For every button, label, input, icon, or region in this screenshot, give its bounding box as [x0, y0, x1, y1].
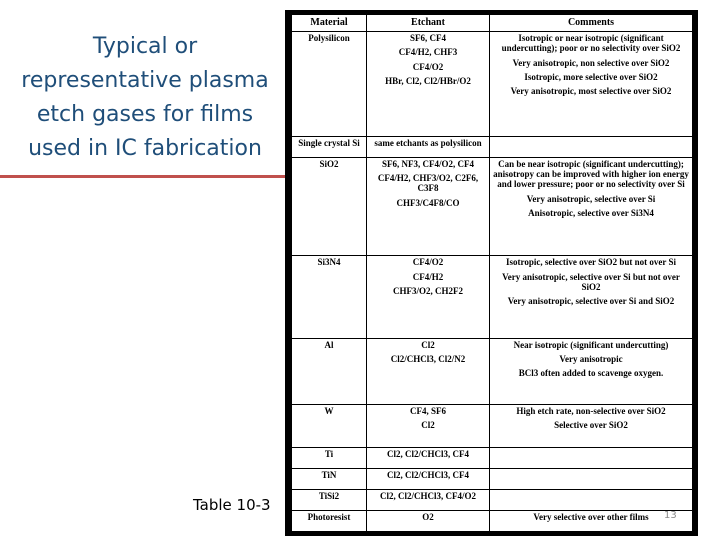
header-etchant: Etchant [367, 15, 490, 32]
etchant-cell [367, 490, 490, 511]
table-row [292, 490, 693, 511]
table-header-row [292, 15, 693, 32]
material-cell: W [292, 404, 367, 447]
table-row [292, 404, 693, 447]
etch-gas-table [291, 14, 693, 532]
material-cell: TiSi2 [292, 490, 367, 511]
comments-cell [490, 490, 693, 511]
etchant-cell [367, 404, 490, 447]
material-cell: SiO2 [292, 157, 367, 256]
table-row [292, 157, 693, 256]
comments-cell [490, 157, 693, 256]
etchant-text: SF6, NF3, CF4/O2, CF4 [382, 158, 474, 169]
etchant-text: Cl2/CHCl3, Cl2/N2 [390, 353, 466, 364]
comment-text: Near isotropic (significant undercutting) [513, 339, 669, 350]
slide-title-line: used in IC fabrication [28, 136, 262, 161]
comment-text: High etch rate, non-selective over SiO2 [516, 405, 666, 416]
etchant-cell [367, 136, 490, 157]
comments-cell [490, 256, 693, 338]
etchant-text: CF4/H2, CHF3 [398, 47, 458, 58]
etchant-cell [367, 448, 490, 469]
material-cell: Photoresist [292, 510, 367, 531]
table-caption: Table 10-3 [193, 496, 271, 514]
comments-cell [490, 510, 693, 531]
etchant-text: HBr, Cl2, Cl2/HBr/O2 [385, 76, 471, 87]
material-cell: Single crystal Si [292, 136, 367, 157]
table-scan-frame [285, 10, 698, 536]
comment-text: Very anisotropic, selective over Si [526, 193, 656, 204]
material-cell: Ti [292, 448, 367, 469]
comment-text: Very anisotropic [559, 353, 623, 364]
etchant-text: Cl2, Cl2/CHCl3, CF4/O2 [380, 491, 476, 501]
etchant-text: Cl2 [421, 339, 435, 350]
comment-text: Can be near isotropic (significant undercutting); anisotropy can be improved with higher ion energy and lower pressure; poor or no selectivity over Si [493, 158, 689, 190]
material-cell: Polysilicon [292, 32, 367, 137]
etchant-text: CHF3/C4F8/CO [396, 197, 460, 208]
comment-text: Isotropic, more selective over SiO2 [524, 72, 658, 83]
slide-title-line: Typical or [92, 34, 198, 59]
etchant-text: CF4, SF6 [410, 405, 446, 416]
etchant-text: same etchants as polysilicon [374, 137, 482, 148]
comment-text: Very anisotropic, non selective over SiO2 [512, 57, 670, 68]
comment-text: Anisotropic, selective over Si3N4 [528, 208, 654, 219]
page-number: 13 [664, 510, 677, 521]
comments-cell [490, 338, 693, 404]
etchant-cell [367, 469, 490, 490]
etchant-text: CF4/H2, CHF3/O2, C2F6, C3F8 [377, 173, 479, 194]
etchant-cell [367, 510, 490, 531]
etchant-text: Cl2, Cl2/CHCl3, CF4 [387, 470, 469, 481]
comment-text: Very anisotropic, selective over Si but not over SiO2 [502, 271, 680, 292]
comment-text: Isotropic, selective over SiO2 but not over Si [506, 257, 676, 268]
table-row [292, 32, 693, 137]
etchant-cell [367, 256, 490, 338]
comment-text: Very anisotropic, most selective over SiO2 [510, 86, 672, 97]
comments-cell [490, 469, 693, 490]
etchant-text: Cl2 [421, 419, 435, 430]
etchant-cell [367, 32, 490, 137]
comments-cell [490, 32, 693, 137]
comment-text: Selective over SiO2 [554, 419, 628, 430]
table-row [292, 256, 693, 338]
header-comments: Comments [490, 15, 693, 32]
etchant-text: O2 [422, 511, 434, 522]
table-row [292, 448, 693, 469]
comment-text: Very anisotropic, selective over Si and SiO2 [507, 296, 675, 307]
etchant-text: SF6, CF4 [410, 33, 446, 43]
etchant-cell [367, 338, 490, 404]
etchant-text: CF4/O2 [412, 61, 444, 72]
slide-title-line: etch gases for films [36, 102, 254, 127]
table-row [292, 510, 693, 531]
etchant-cell [367, 157, 490, 256]
material-cell: Si3N4 [292, 256, 367, 338]
material-cell: TiN [292, 469, 367, 490]
header-material: Material [292, 15, 367, 32]
table-row [292, 338, 693, 404]
material-cell: Al [292, 338, 367, 404]
etchant-text: Cl2, Cl2/CHCl3, CF4 [387, 449, 469, 460]
etchant-text: CF4/O2 [412, 257, 444, 268]
table-row [292, 136, 693, 157]
comments-cell [490, 448, 693, 469]
slide-title-line: representative plasma [21, 68, 269, 93]
slide-title [10, 30, 280, 166]
comment-text: BCl3 often added to scavenge oxygen. [518, 368, 664, 379]
table-row [292, 469, 693, 490]
comment-text: Isotropic or near isotropic (significant undercutting); poor or no selectivity over SiO2 [501, 33, 681, 54]
etchant-text: CF4/H2 [412, 271, 444, 282]
comment-text: Very selective over other films [533, 511, 649, 522]
etchant-text: CHF3/O2, CH2F2 [393, 285, 463, 296]
comments-cell [490, 404, 693, 447]
title-divider [0, 175, 285, 178]
comments-cell [490, 136, 693, 157]
